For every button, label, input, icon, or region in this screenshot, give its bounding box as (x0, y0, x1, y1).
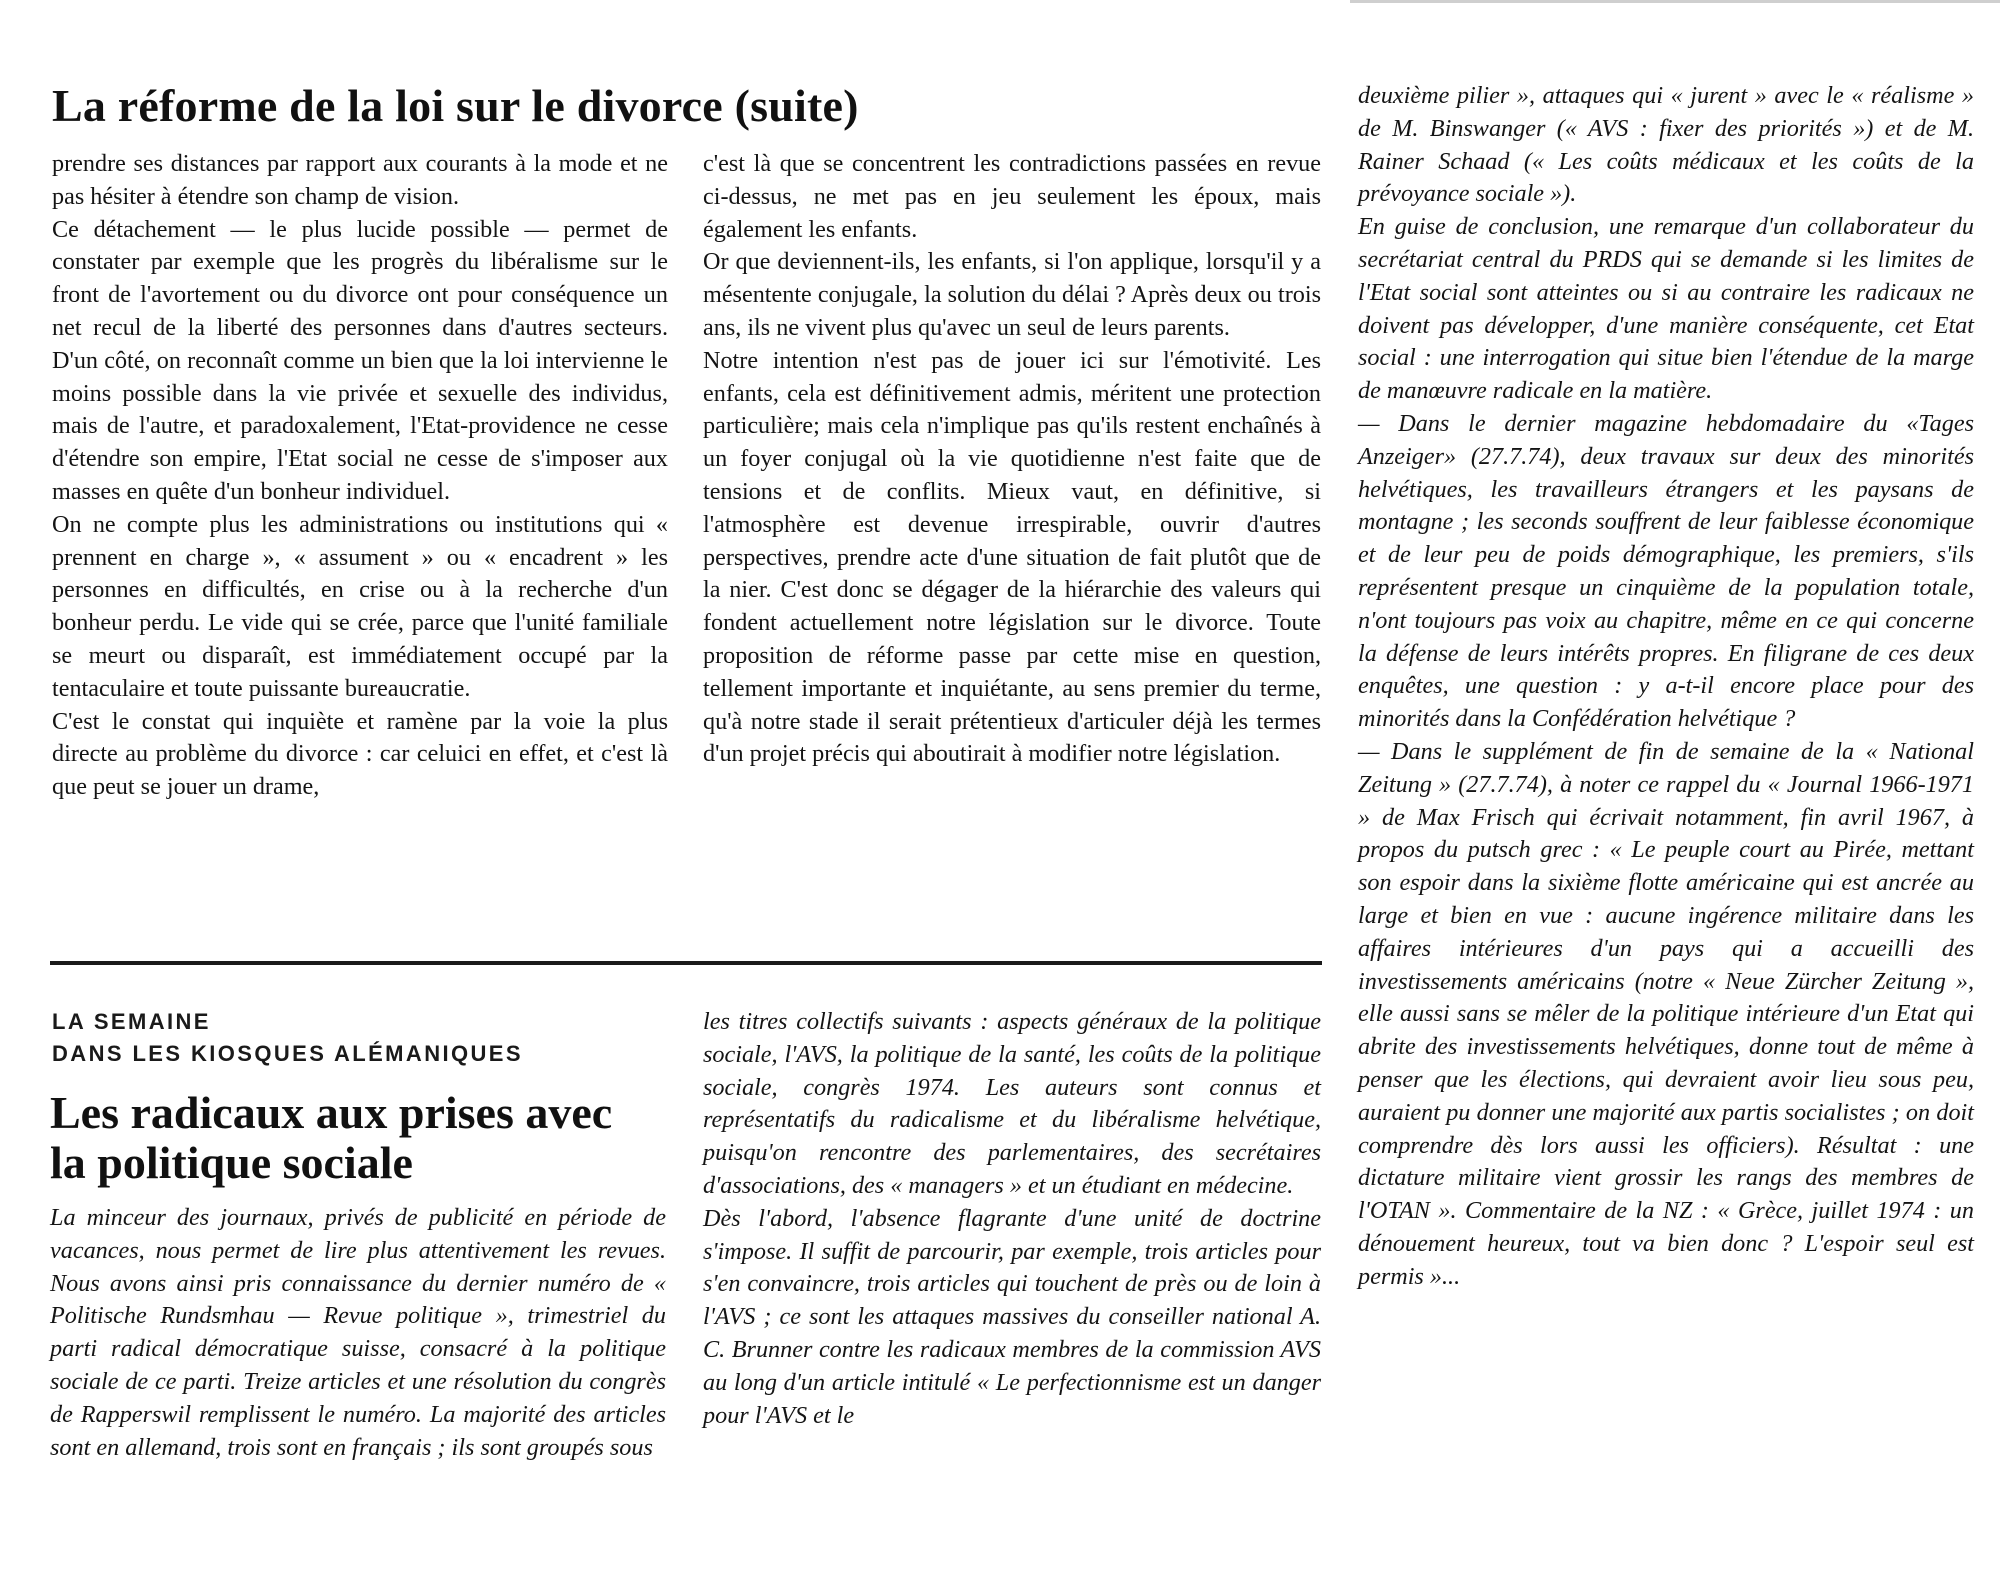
paragraph: Ce détachement — le plus lucide possible — permet de constater par exemple que les progrès du libéralisme sur le front de l'avortement ou du divorce ont pour conséquence un net recul de la liberté des personnes dans d'autres secteurs. D'un côté, on reconnaît comme un bien que la loi intervienne le moins possible dans la vie privée et sexuelle des individus, mais de l'autre, et paradoxalement, l'Etat-providence ne cesse d'étendre son empire, l'Etat social ne cesse de s'imposer aux masses en quête d'un bonheur individuel. (52, 215, 668, 505)
paragraph: c'est là que se concentrent les contradictions passées en revue ci-dessus, ne met pas en jeu seulement les époux, mais également les enfants. (703, 150, 1321, 243)
paragraph: Or que deviennent-ils, les enfants, si l'on applique, lorsqu'il y a mésentente conjugale, la solution du délai ? Après deux ou trois ans, ils ne vivent plus qu'avec un seul de leurs parents. (703, 248, 1321, 341)
paragraph: Notre intention n'est pas de jouer ici sur l'émotivité. Les enfants, cela est définitivement admis, méritent une protection particulière; mais cela n'implique pas qu'ils restent enchaînés à un foyer conjugal où la vie quotidienne n'est faite que de tensions et de conflits. Mieux vaut, en définitive, si l'atmosphère est devenue irrespirable, ouvrir d'autres perspectives, prendre acte d'une situation de fait plutôt que de la nier. C'est donc se dégager de la hiérarchie des valeurs qui fondent actuellement notre législation sur le divorce. Toute proposition de réforme passe par cette mise en question, tellement importante et inquiétante, au sens premier du terme, qu'à notre stade il serait prétentieux d'articuler déjà les termes d'un projet précis qui aboutirait à modifier notre législation. (703, 346, 1321, 768)
paragraph: Dès l'abord, l'absence flagrante d'une unité de doctrine s'impose. Il suffit de parcourir, par exemple, trois articles pour s'en convaincre, trois articles qui touchent de près ou de loin à l'AVS ; ce sont les attaques massives du conseiller national A. C. Brunner contre les radicaux membres de la commission AVS au long d'un article intitulé « Le perfectionnisme est un danger pour l'AVS et le (703, 1204, 1321, 1429)
paragraph: C'est le constat qui inquiète et ramène par la voie la plus directe au problème du divorce : car celuici en effet, et c'est là que peut se jouer un drame, (52, 707, 668, 801)
divorce-column-1 (52, 148, 668, 804)
section-kicker (52, 1006, 523, 1070)
article-title-radicaux: Les radicaux aux prises avec la politique sociale (50, 1087, 613, 1188)
kicker-line: DANS LES KIOSQUES ALÉMANIQUES (52, 1041, 523, 1066)
paragraph: — Dans le dernier magazine hebdomadaire du «Tages Anzeiger» (27.7.74), deux travaux sur deux des minorités helvétiques, les travailleurs étrangers et les paysans de montagne ; les seconds souffrent de leur faiblesse économique et de leur peu de poids démographique, les premiers, s'ils représentent presque un cinquième de la population totale, n'ont toujours pas voix au chapitre, même en ce qui concerne la défense de leurs intérêts propres. En filigrane de ces deux enquêtes, une question : y a-t-il encore place pour des minorités dans la Confédération helvétique ? (1358, 409, 1974, 733)
scan-edge-line (1350, 0, 2000, 3)
section-divider (50, 961, 1322, 965)
radicaux-column-2 (703, 1006, 1321, 1432)
paragraph: En guise de conclusion, une remarque d'un collaborateur du secrétariat central du PRDS qui se demande si les limites de l'Etat social sont atteintes ou si au contraire les radicaux ne doivent pas développer, d'une manière conséquente, cet Etat social : une interrogation qui situe bien l'étendue de la marge de manœuvre radicale en la matière. (1358, 213, 1974, 405)
paragraph: prendre ses distances par rapport aux courants à la mode et ne pas hésiter à étendre son champ de vision. (52, 150, 668, 210)
kicker-line: LA SEMAINE (52, 1009, 211, 1034)
paragraph: On ne compte plus les administrations ou institutions qui « prennent en charge », « assument » ou « encadrent » les personnes en difficultés, en crise ou à la recherche d'un bonheur perdu. Le vide qui se crée, parce que l'unité familiale se meurt ou disparaît, est immédiatement occupé par la tentaculaire et toute puissante bureaucratie. (52, 510, 668, 702)
paragraph: — Dans le supplément de fin de semaine de la « National Zeitung » (27.7.74), à noter ce rappel du « Journal 1966-1971 » de Max Frisch qui écrivait notamment, fin avril 1967, à propos du putsch grec : « Le peuple court au Pirée, mettant son espoir dans la sixième flotte américaine qui est ancrée au large et bien en vue : aucune ingérence militaire dans les affaires intérieures d'un pays qui a accueilli des investissements américains (notre « Neue Zürcher Zeitung », elle aussi sans se mêler de la politique intérieure d'un Etat qui abrite des investissements helvétiques, donne tout de même à penser que les élections, qui devraient avoir lieu sous peu, auraient pu donner une majorité aux partis socialistes ; on doit comprendre dès lors aussi les officiers). Résultat : une dictature militaire vient grossir les rangs des membres de l'OTAN ». Commentaire de la NZ : « Grèce, juillet 1974 : un dénouement heureux, tout va bien donc ? L'espoir seul est permis »... (1358, 737, 1974, 1290)
paragraph: deuxième pilier », attaques qui « jurent » avec le « réalisme » de M. Binswanger (« AVS : fixer des priorités ») et de M. Rainer Schaad (« Les coûts médicaux et les coûts de la prévoyance sociale »). (1358, 82, 1974, 208)
radicaux-column-3 (1358, 80, 1974, 1293)
paragraph: les titres collectifs suivants : aspects généraux de la politique sociale, l'AVS, la politique de la santé, les coûts de la politique sociale, congrès 1974. Les auteurs sont connus et représentatifs du radicalisme et du libéralisme helvétique, puisqu'on rencontre des parlementaires, des secrétaires d'associations, des « managers » et un étudiant en médecine. (703, 1008, 1321, 1199)
radicaux-column-1 (50, 1202, 666, 1464)
article-title-divorce: La réforme de la loi sur le divorce (suite) (52, 80, 859, 131)
paragraph: La minceur des journaux, privés de publicité en période de vacances, nous permet de lire plus attentivement les revues. Nous avons ainsi pris connaissance du dernier numéro de « Politische Rundsmhau — Revue politique », trimestriel du parti radical démocratique suisse, consacré à la politique sociale de ce parti. Treize articles et une résolution du congrès de Rapperswil remplissent le numéro. La majorité des articles sont en allemand, trois sont en français ; ils sont groupés sous (50, 1204, 666, 1461)
divorce-column-2 (703, 148, 1321, 771)
